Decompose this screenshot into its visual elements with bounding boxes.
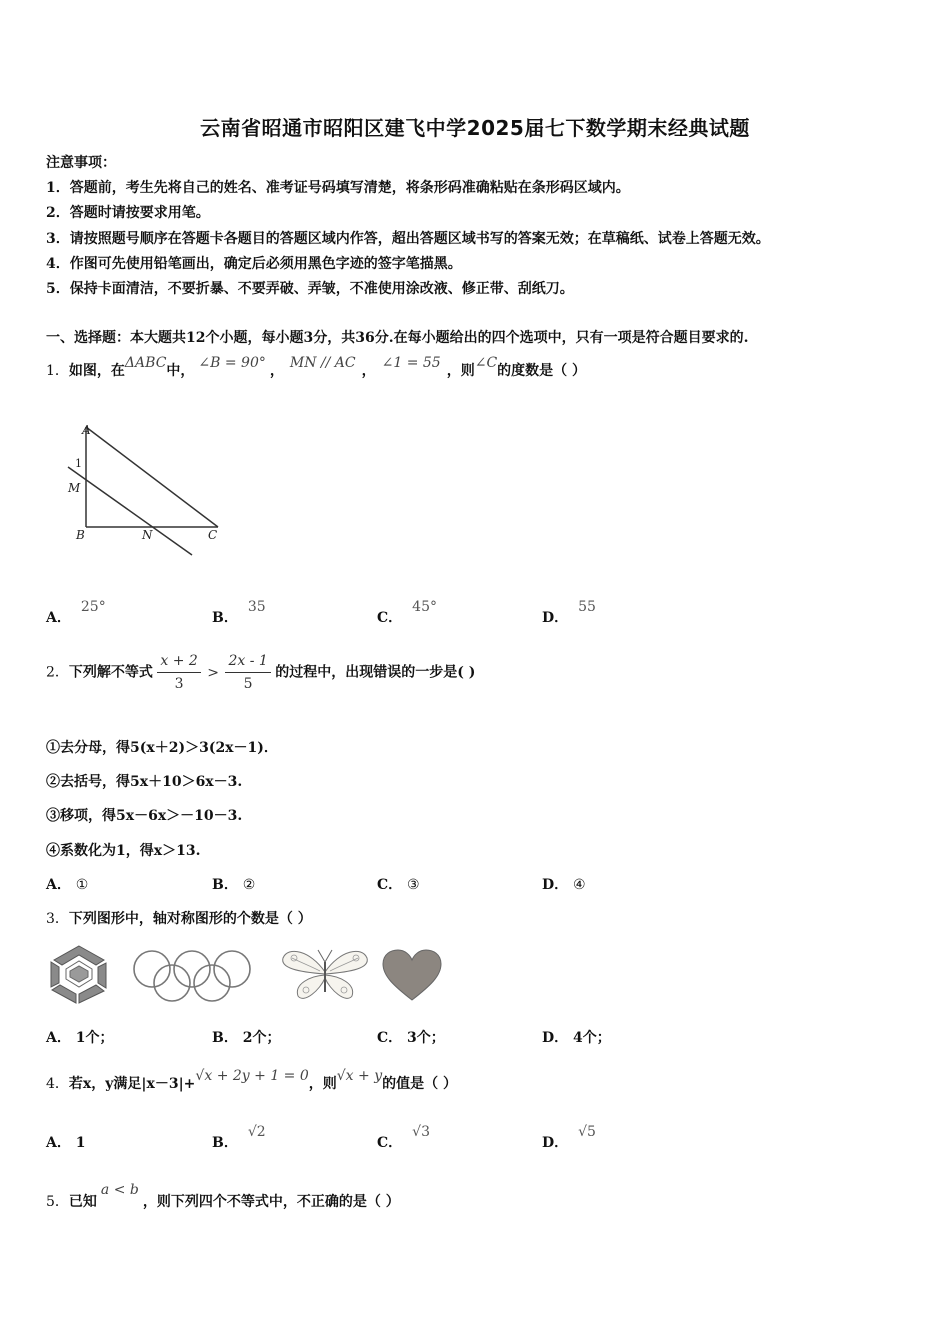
note-item: 5．保持卡面清洁，不要折暴、不要弄破、弄皱，不准使用涂改液、修正带、刮纸刀。	[46, 281, 574, 297]
heart-figure	[380, 948, 444, 1004]
math-expr: MN // AC	[289, 355, 356, 371]
q4-option-c[interactable]	[377, 1124, 430, 1152]
q4-option-b[interactable]	[212, 1124, 266, 1152]
question-number: 2．	[46, 664, 69, 681]
option-value: 2个；	[242, 1030, 281, 1046]
solution-step: ②去括号，得5x＋10＞6x－3.	[46, 774, 243, 790]
q4-text: ，则	[308, 1076, 337, 1092]
option-label: D．	[542, 1030, 569, 1046]
numerator: x + 2	[157, 650, 200, 673]
question-4	[46, 1068, 457, 1093]
label-b: B	[76, 528, 85, 542]
q3-option-b[interactable]	[212, 1027, 280, 1047]
note-item: 4．作图可先使用铅笔画出，确定后必须用黑色字迹的签字笔描黑。	[46, 256, 462, 272]
solution-step: ④系数化为1，得x＞13.	[46, 843, 201, 859]
option-label: C．	[377, 1030, 403, 1046]
option-label: A．	[46, 610, 71, 626]
option-value: 1	[75, 1135, 86, 1151]
option-value: ①	[75, 877, 89, 893]
option-label: B．	[212, 610, 238, 626]
option-label: A．	[46, 1135, 71, 1151]
option-value: 35	[247, 599, 266, 615]
section-heading: 一、选择题：本大题共12个小题，每小题3分，共36分.在每小题给出的四个选项中，只有一项是符合题目要求的.	[46, 330, 749, 346]
q1-text: 中，	[166, 363, 195, 379]
option-value: 3个；	[407, 1030, 445, 1046]
q1-text: ，	[269, 363, 284, 379]
question-3	[46, 908, 312, 928]
q3-option-a[interactable]	[46, 1027, 114, 1047]
label-m: M	[68, 481, 81, 495]
q1-option-a[interactable]	[46, 599, 106, 627]
option-label: D．	[542, 1135, 569, 1151]
question-number: 4．	[46, 1076, 69, 1092]
solution-step: ③移项，得5x－6x＞－10－3.	[46, 808, 243, 824]
math-expr: ∠C	[474, 355, 498, 371]
option-value: √5	[578, 1124, 596, 1140]
q4-option-d[interactable]	[542, 1124, 596, 1152]
option-label: C．	[377, 610, 403, 626]
math-expr: ∠1 = 55	[381, 355, 441, 371]
note-item: 3．请按照题号顺序在答题卡各题目的答题区域内作答，超出答题区域书写的答案无效；在草稿纸、试卷上答题无效。	[46, 231, 770, 247]
label-c: C	[208, 528, 218, 542]
question-5	[46, 1182, 400, 1211]
notes-heading: 注意事项：	[46, 155, 116, 171]
option-value: √2	[247, 1124, 266, 1140]
question-2	[46, 650, 475, 695]
greater-than-sign: >	[207, 664, 219, 681]
option-value: 45°	[412, 599, 437, 615]
math-expr: ∠B = 90°	[198, 355, 266, 371]
label-a: A	[82, 423, 91, 437]
denominator: 3	[174, 676, 184, 692]
page-title: 云南省昭通市昭阳区建飞中学2025届七下数学期末经典试题	[200, 116, 750, 140]
math-expr: a < b	[100, 1182, 139, 1198]
option-label: B．	[212, 877, 238, 893]
q2-option-d[interactable]	[542, 874, 586, 894]
q1-text: ，则	[446, 363, 475, 379]
q2-text: 的过程中，出现错误的一步是( )	[275, 664, 476, 681]
denominator: 5	[243, 676, 253, 692]
label-n: N	[142, 528, 153, 542]
question-1	[46, 355, 587, 380]
triangle-figure	[60, 415, 235, 560]
option-value: ③	[407, 877, 420, 893]
option-label: A．	[46, 1030, 71, 1046]
five-rings-figure	[128, 947, 266, 1003]
q4-text: 若x，y满足|x－3|+	[68, 1076, 196, 1092]
q3-option-d[interactable]	[542, 1027, 611, 1047]
q1-option-b[interactable]	[212, 599, 266, 627]
option-value: 1个；	[75, 1030, 114, 1046]
note-item: 2．答题时请按要求用笔。	[46, 205, 210, 221]
q2-option-a[interactable]	[46, 874, 88, 894]
option-value: 25°	[80, 599, 106, 615]
q1-text: ，	[361, 363, 376, 379]
fraction	[225, 650, 270, 695]
q5-text: 已知	[68, 1194, 97, 1210]
label-angle-1: 1	[75, 457, 82, 470]
q1-text: 的度数是（ ）	[497, 363, 587, 379]
option-value: √3	[412, 1124, 430, 1140]
math-expr: √x + y	[336, 1068, 383, 1084]
question-number: 5．	[46, 1194, 69, 1210]
q1-text: 如图，在	[68, 363, 125, 379]
q1-option-c[interactable]	[377, 599, 437, 627]
option-label: B．	[212, 1135, 238, 1151]
option-label: B．	[212, 1030, 238, 1046]
math-expr: √x + 2y + 1 = 0	[195, 1068, 309, 1084]
option-label: C．	[377, 877, 403, 893]
option-value: ②	[242, 877, 256, 893]
q3-text: 下列图形中，轴对称图形的个数是（ ）	[68, 911, 312, 927]
question-number: 1．	[46, 363, 69, 379]
q2-text: 下列解不等式	[68, 664, 153, 681]
option-value: 4个；	[573, 1030, 611, 1046]
option-label: C．	[377, 1135, 403, 1151]
note-item: 1．答题前，考生先将自己的姓名、准考证号码填写清楚，将条形码准确粘贴在条形码区域内。	[46, 180, 630, 196]
option-value: 55	[578, 599, 596, 615]
hexagon-knot-figure	[44, 943, 114, 1005]
math-expr: ΔABC	[124, 355, 167, 371]
numerator: 2x - 1	[225, 650, 270, 673]
q3-option-c[interactable]	[377, 1027, 445, 1047]
option-value: ④	[573, 877, 586, 893]
option-label: D．	[542, 877, 569, 893]
q5-text: ，则下列四个不等式中，不正确的是（ ）	[142, 1194, 400, 1210]
q1-option-d[interactable]	[542, 599, 596, 627]
q4-text: 的值是（ ）	[382, 1076, 457, 1092]
q4-option-a[interactable]	[46, 1132, 86, 1152]
option-label: A．	[46, 877, 71, 893]
solution-step: ①去分母，得5(x＋2)＞3(2x－1)．	[46, 740, 278, 756]
option-label: D．	[542, 610, 569, 626]
q2-option-b[interactable]	[212, 874, 255, 894]
q2-option-c[interactable]	[377, 874, 420, 894]
question-number: 3．	[46, 911, 69, 927]
butterfly-figure	[280, 944, 370, 1004]
fraction	[157, 650, 200, 695]
